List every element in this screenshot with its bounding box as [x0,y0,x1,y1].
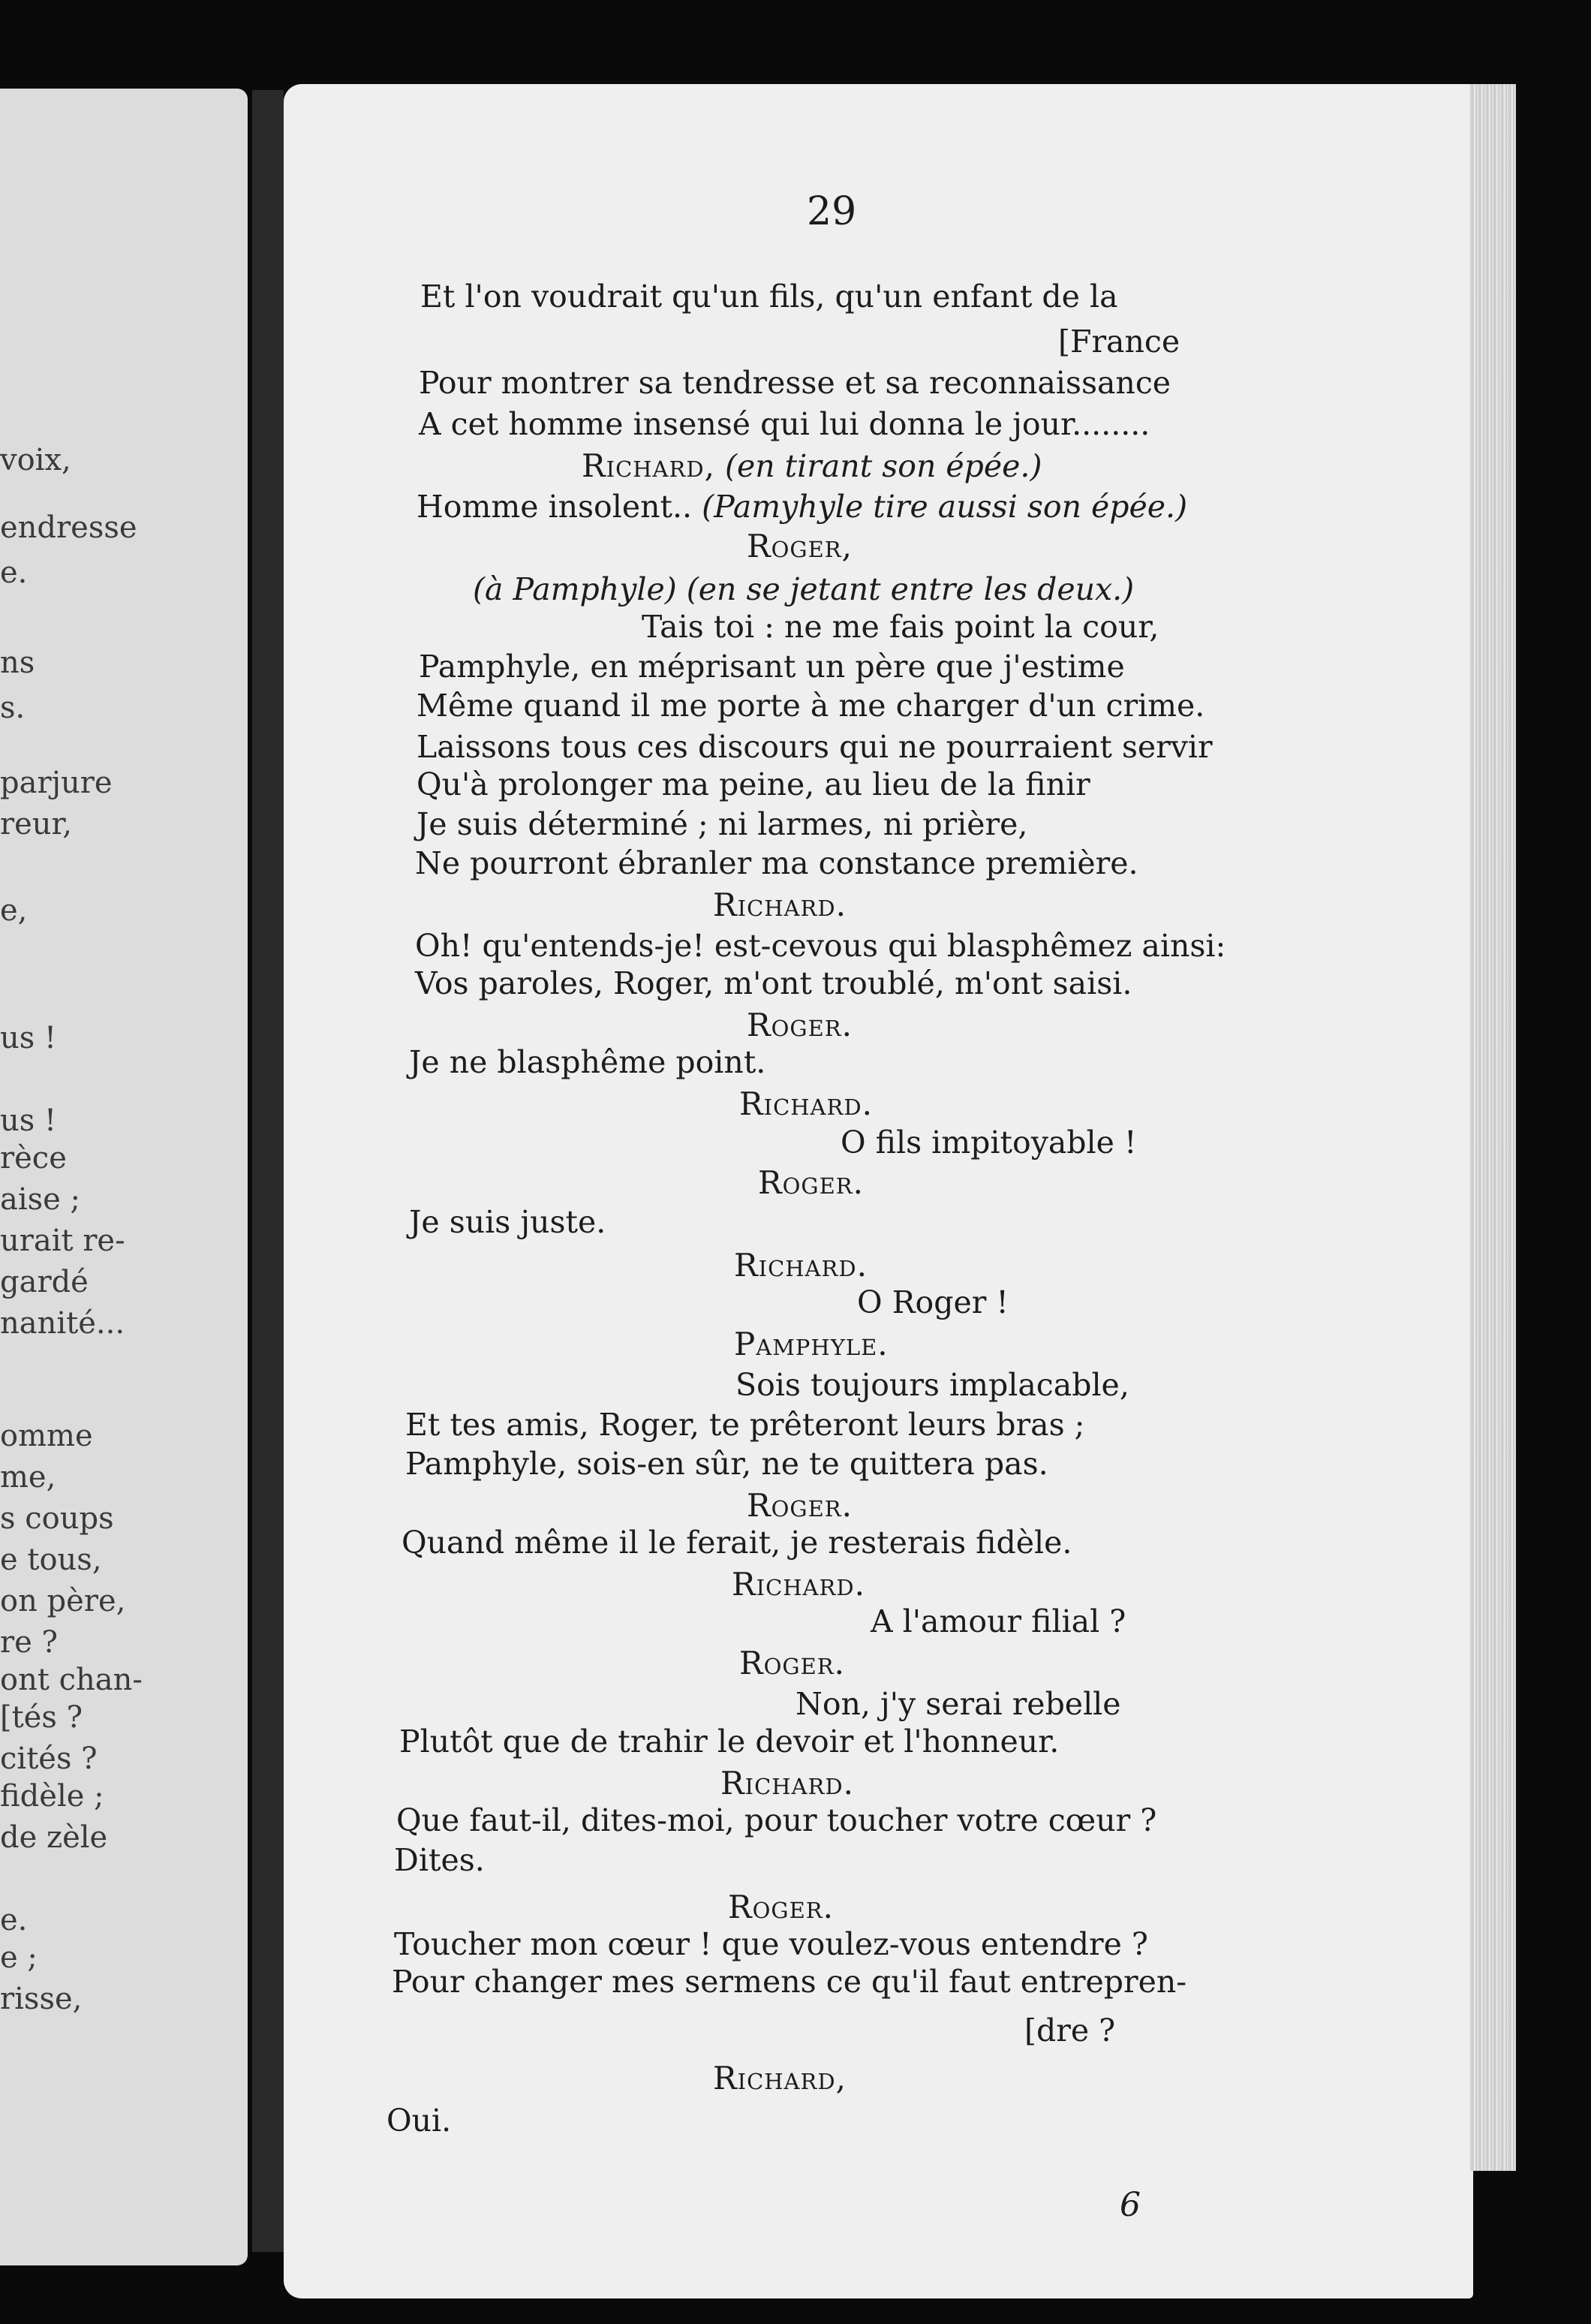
page-edge-stack [1469,84,1516,2171]
verse-line: Même quand il me porte à me charger d'un crime. [417,688,1205,724]
left-page-fragment [0,89,248,2265]
verse-line: Toucher mon cœur ! que voulez-vous entendre ? [394,1926,1148,1962]
left-page-text-fragment: s. [0,691,26,725]
speaker-name: Roger. [728,1889,834,1925]
left-page-text-fragment: parjure [0,766,113,800]
speaker-line [739,1645,845,1681]
left-page-text-fragment: fidèle ; [0,1779,104,1814]
speaker-name: Richard. [713,887,847,923]
speaker-line [734,1326,889,1362]
verse-line: Non, j'y serai rebelle [796,1686,1121,1722]
stage-direction: (Pamyhyle tire aussi son épée.) [702,489,1188,525]
left-page-text-fragment: e. [0,555,28,590]
speaker-line [739,1085,873,1122]
speaker-name: Richard. [720,1765,854,1802]
speaker-name: Roger. [739,1645,845,1681]
left-page-text-fragment: risse, [0,1982,83,2016]
speaker-line [713,2060,847,2097]
verse-line: A l'amour filial ? [871,1603,1126,1639]
left-page-text-fragment: aise ; [0,1182,81,1217]
stage-direction: (à Pamphyle) (en se jetant entre les deux.) [473,571,1135,607]
speaker-line [582,447,1042,484]
left-page-text-fragment: us ! [0,1021,57,1055]
verse-line: Ne pourront ébranler ma constance première. [415,845,1138,881]
stage-direction-line [473,571,1135,607]
speaker-name: Richard. [734,1247,868,1284]
left-page-text-fragment: de zèle [0,1820,108,1855]
speaker-line [747,1007,853,1043]
verse-line: Pamphyle, sois-en sûr, ne te quittera pas. [405,1446,1048,1482]
verse-line: Et l'on voudrait qu'un fils, qu'un enfant de la [420,278,1118,315]
stage-direction: (en tirant son épée.) [714,448,1042,484]
verse-line: Tais toi : ne me fais point la cour, [642,609,1159,645]
verse-line: Vos paroles, Roger, m'ont troublé, m'ont saisi. [415,965,1132,1001]
speaker-name: Richard. [732,1566,865,1603]
left-page-text-fragment: nanité... [0,1306,125,1341]
speaker-line [713,887,847,923]
left-page-text-fragment: e. [0,1903,28,1937]
speaker-name: Richard, [713,2060,847,2097]
verse-line: Quand même il le ferait, je resterais fidèle. [402,1525,1072,1561]
verse-line: Oui. [386,2103,452,2139]
speaker-line [734,1247,868,1284]
verse-line: [France [1058,324,1180,360]
left-page-text-fragment: cités ? [0,1741,98,1776]
left-page-text-fragment: voix, [0,443,71,477]
left-page-text-fragment: ns [0,646,35,680]
speaker-line [732,1566,865,1603]
speaker-name: Roger. [758,1164,864,1201]
speaker-line [720,1765,854,1802]
left-page-text-fragment: reur, [0,807,72,841]
verse-line: O Roger ! [857,1284,1009,1320]
left-page-text-fragment: [tés ? [0,1700,83,1735]
verse-line: [dre ? [1024,2012,1116,2049]
verse-line: Et tes amis, Roger, te prêteront leurs bras ; [405,1407,1085,1443]
verse-line: Je suis juste. [409,1204,606,1240]
left-page-text-fragment: e tous, [0,1543,102,1577]
left-page-text-fragment: on père, [0,1584,126,1618]
verse-line: Laissons tous ces discours qui ne pourraient servir [417,729,1213,765]
speaker-name: Pamphyle. [734,1326,889,1362]
speaker-line [728,1889,834,1925]
left-page-text-fragment: gardé [0,1265,89,1299]
stage-direction-line [417,489,1188,525]
left-page-text-fragment: endresse [0,510,137,545]
left-page-text-fragment: rèce [0,1141,67,1176]
left-page-text-fragment: e, [0,893,28,928]
left-page-text-fragment: re ? [0,1625,58,1660]
verse-line: Pour montrer sa tendresse et sa reconnaissance [419,365,1171,401]
book-gutter [252,90,284,2252]
verse-line: Pamphyle, en méprisant un père que j'estime [419,649,1125,685]
speaker-name: Roger, [747,528,853,564]
speaker-line [747,528,853,564]
left-page-text-fragment: omme [0,1419,93,1453]
verse-line: Plutôt que de trahir le devoir et l'honneur. [399,1723,1060,1760]
speaker-name: Roger. [747,1007,853,1043]
verse-line: Je suis déterminé ; ni larmes, ni prière, [417,806,1028,842]
verse-line: Sois toujours implacable, [735,1367,1129,1403]
left-page-text-fragment: us ! [0,1103,57,1138]
verse-line: Qu'à prolonger ma peine, au lieu de la finir [417,766,1090,802]
left-page-text-fragment: urait re- [0,1224,125,1258]
verse-line: A cet homme insensé qui lui donna le jour........ [419,406,1150,442]
verse-text: Homme insolent.. [417,489,702,525]
verse-line: O fils impitoyable ! [841,1124,1137,1160]
left-page-text-fragment: e ; [0,1940,38,1975]
speaker-name: Richard. [739,1085,873,1122]
signature-mark: 6 [1120,2186,1141,2224]
speaker-line [758,1164,864,1201]
left-page-text-fragment: s coups [0,1501,114,1536]
page-number: 29 [807,189,857,234]
verse-line: Oh! qu'entends-je! est-cevous qui blasphêmez ainsi: [415,928,1226,964]
speaker-name: Richard, [582,447,715,484]
verse-line: Que faut-il, dites-moi, pour toucher votre cœur ? [396,1802,1157,1838]
left-page-text-fragment: ont chan- [0,1663,143,1697]
verse-line: Je ne blasphême point. [409,1044,766,1080]
speaker-name: Roger. [747,1487,853,1524]
speaker-line [747,1487,853,1524]
verse-line: Dites. [394,1842,485,1878]
verse-line: Pour changer mes sermens ce qu'il faut entrepren- [392,1964,1187,2000]
left-page-text-fragment: me, [0,1460,56,1495]
